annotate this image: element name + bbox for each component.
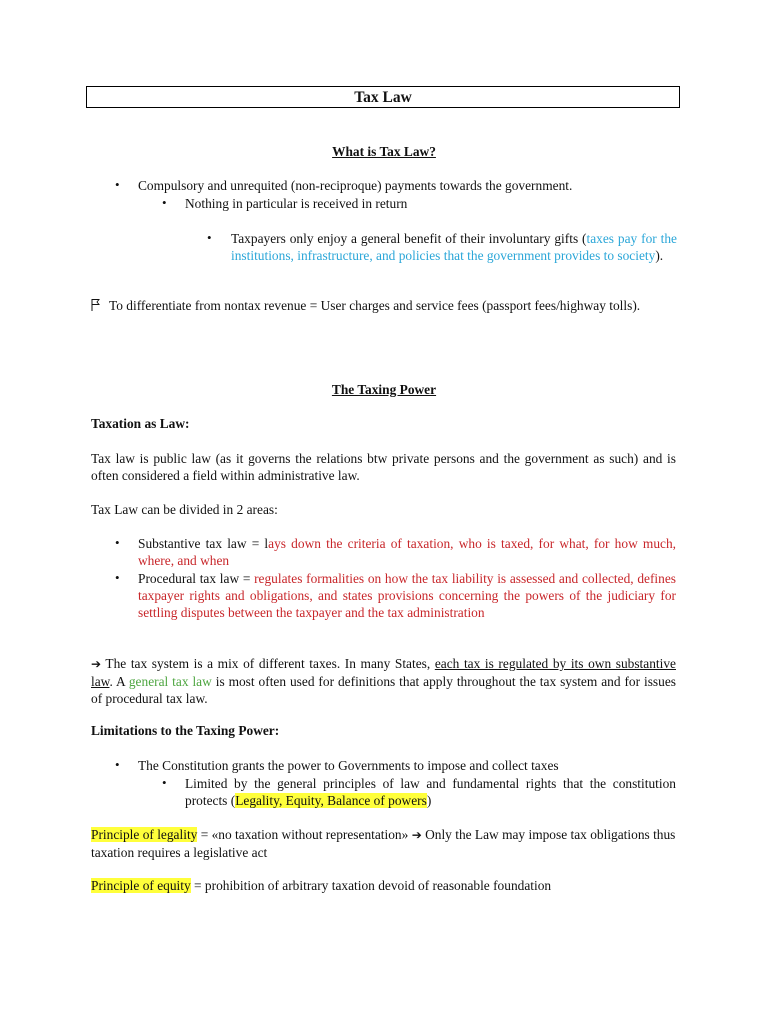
bullet-text: Compulsory and unrequited (non-reciproque) payments towards the government.: [138, 178, 573, 193]
highlighted-text: Principle of legality: [91, 827, 198, 842]
blue-highlight-text: taxes pay for the institutions, infrastructure, and policies that the government provides to society: [231, 231, 677, 263]
bullet-dot: •: [115, 570, 120, 585]
bullet-text: Taxpayers only enjoy a general benefit of their involuntary gifts (taxes pay for the institutions, infrastructure, and policies that the government provides to society).: [231, 231, 677, 263]
subheading-taxation-as-law: Taxation as Law:: [91, 416, 190, 431]
bullet-text: Limited by the general principles of law and fundamental rights that the constitution protects (Legality, Equity, Balance of powers): [185, 776, 676, 808]
highlighted-text: Legality, Equity, Balance of powers: [235, 793, 427, 808]
red-text: regulates formalities on how the tax liability is assessed and collected, defines taxpayer rights and obligations, and states provisions concerning the powers of the judiciary for settling disputes between the taxpayer and the tax administration: [138, 571, 676, 620]
red-text: ays down the criteria of taxation, who is taxed, for what, for how much, where, and when: [138, 536, 677, 568]
paragraph: Tax Law can be divided in 2 areas:: [91, 502, 278, 517]
bullet-text: Nothing in particular is received in return: [185, 196, 408, 211]
bullet-text: Substantive tax law = lays down the criteria of taxation, who is taxed, for what, for how much, where, and when: [138, 536, 677, 568]
paragraph: Tax law is public law (as it governs the relations btw private persons and the government as such) and is often considered a field within administrative law.: [91, 451, 676, 483]
note-paragraph: To differentiate from nontax revenue = User charges and service fees (passport fees/highway tolls).: [91, 297, 676, 314]
principle-legality: Principle of legality = «no taxation without representation» ➔ Only the Law may impose tax obligations thus taxation requires a legislative act: [91, 827, 676, 860]
page-title: Tax Law: [86, 86, 680, 108]
highlighted-text: Principle of equity: [91, 878, 191, 893]
bullet-text: The Constitution grants the power to Governments to impose and collect taxes: [138, 758, 559, 773]
section-heading-what-is-tax-law: What is Tax Law?: [332, 144, 436, 159]
right-arrow-icon: ➔: [91, 657, 102, 671]
bullet-dot: •: [115, 535, 120, 550]
bullet-dot: •: [207, 230, 212, 245]
bullet-text: Procedural tax law = regulates formalities on how the tax liability is assessed and collected, defines taxpayer rights and obligations, and states provisions concerning the powers of the judiciary for settling disputes between the taxpayer and the tax administration: [138, 571, 676, 620]
flag-icon: [91, 299, 101, 311]
bullet-dot: •: [162, 775, 167, 790]
bullet-dot: •: [115, 177, 120, 192]
paragraph: ➔ The tax system is a mix of different taxes. In many States, each tax is regulated by its own substantive law. A general tax law is most often used for definitions that apply throughout the tax system and for issues of procedural tax law.: [91, 656, 676, 706]
section-heading-taxing-power: The Taxing Power: [331, 382, 437, 397]
bullet-dot: •: [162, 195, 167, 210]
principle-equity: Principle of equity = prohibition of arbitrary taxation devoid of reasonable foundation: [91, 878, 552, 893]
green-text: general tax law: [128, 674, 212, 689]
right-arrow-icon: ➔: [411, 828, 422, 842]
bullet-dot: •: [115, 757, 120, 772]
subheading-limitations: Limitations to the Taxing Power:: [91, 723, 280, 738]
